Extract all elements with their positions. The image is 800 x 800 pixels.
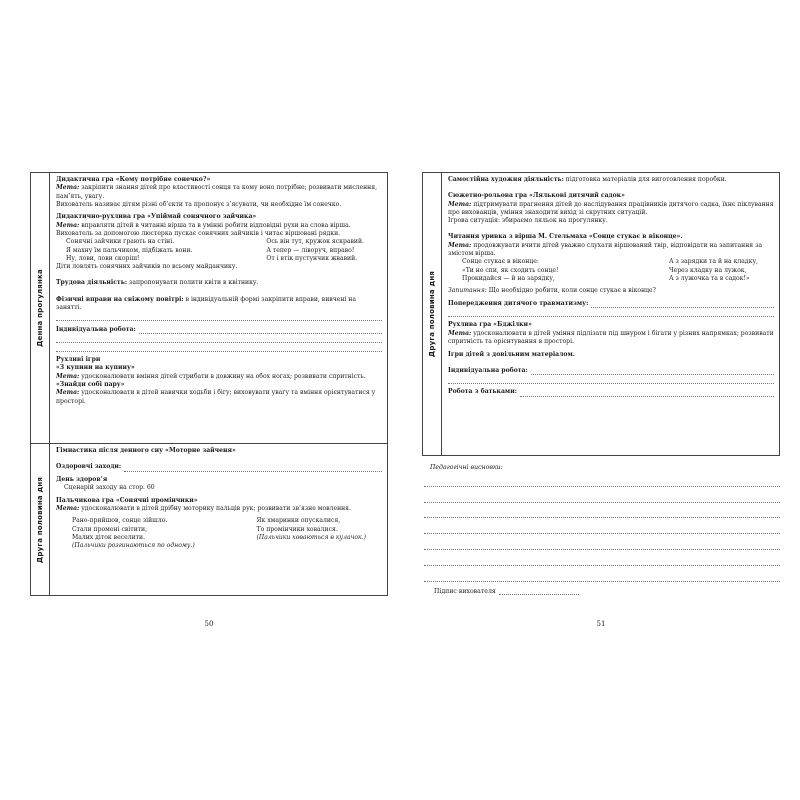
individual-work-field: Індивідуальна робота: <box>56 326 382 334</box>
afternoon-side-header-right: Друга половина дня <box>423 173 442 455</box>
parents-work-field: Робота з батьками: <box>448 388 774 396</box>
reading-goal: Мета: продовжувати вчити дітей уважно слухати віршований твір, відповідати на запитання за змістом вірша. <box>448 241 763 258</box>
game1-goal: Мета: закріпити знання дітей про властивості сонця та кому воно потрібне; розвивати мислення, пам’ять, увагу. <box>56 184 378 200</box>
reading-title: Читання уривка з вірша М. Стельмаха «Сонце стукає в віконце». <box>448 233 683 241</box>
reading-poem: Сонце стукає в віконце: «Ти не спи, як сходить сонце! Прокидайся — й на зарядку, А з зарядки та й на кладку, Через кладку на лужок, А з лужочка та в садок!» <box>462 258 758 282</box>
game1-title: Дидактична гра «Кому потрібне сонечко?» <box>56 176 211 183</box>
game1-text: Вихователь називає дітям різні об’єкти та пропонує з’ясувати, чи необхідне їм сонечко. <box>56 200 342 208</box>
scenario-ref: Сценарій заходу на стор. 60 <box>64 484 155 492</box>
active-game1-goal: Мета: удосконалювати вміння дітей стрибати в довжину на обох ногах; розвивати спритність. <box>56 372 366 380</box>
injury-prevention-field: Попередження дитячого травматизму: <box>448 300 774 308</box>
active-game-goal: Мета: удосконалювати в дітей уміння підлізати під шнуром і бігати у різних напрямках; розвивати спритність та орієнтування в просторі. <box>448 329 774 346</box>
art-activity: Самостійна художня діяльність: підготовка матеріалів для виготовлення поробки. <box>448 176 727 183</box>
active-game2-title: «Знайди собі пару» <box>56 380 125 388</box>
game2-title: Дидактично-рухлива гра «Упіймай сонячного зайчика» <box>56 213 257 221</box>
page-number-left: 50 <box>204 620 214 628</box>
active-games-title: Рухливі ігри <box>56 356 101 364</box>
teacher-signature-field: Підпис вихователя <box>424 588 780 595</box>
finger-game-goal: Мета: удосконалювати в дітей дрібну моторику пальців рук; розвивати зв’язне мовлення. <box>56 504 351 512</box>
gym-title: Гімнастика після денного сну «Моторне зайченя» <box>56 447 236 454</box>
physical-exercise: Фізичні вправи на свіжому повітрі: в індивідуальній формі закріпити вправи, вивчені на занятті. <box>56 295 356 312</box>
role-game-goal: Мета: підтримувати прагнення дітей до наслідування працівників дитячого садка, їхнє піклування про вихованців, уміння знаходити вихід зі скрутних ситуацій. <box>448 200 774 216</box>
afternoon-section-right <box>422 172 780 456</box>
afternoon-side-header: Друга половина дня <box>31 444 50 595</box>
active-game1-title: «З купини на купину» <box>56 364 135 372</box>
game2-text: Вихователь за допомогою люстерка пускає сонячних зайчиків і читає віршовані рядки. <box>56 229 341 237</box>
walk-content <box>50 173 387 443</box>
health-day: День здоров’я <box>56 475 108 483</box>
active-game-title: Рухлива гра «Бджілки» <box>448 321 532 329</box>
pedagogical-conclusions <box>424 464 780 595</box>
health-measures-field: Оздоровчі заходи: <box>56 463 382 471</box>
book-spread <box>30 172 774 632</box>
page-number-right: 51 <box>596 620 606 628</box>
game2-poem: Сонячні зайчики грають на стіні. Я махну їм пальчиком, підбіжать вони. Ну, лови, лови скоріш! Ось він тут, кружок яскравий. А тепер — ліворуч, вправо! От і втік пустунчик жвавий. <box>66 238 364 262</box>
reading-question: Запитання: Що необхідно робити, коли сонце стукає в віконце? <box>448 287 656 295</box>
free-play: Ігри дітей з довільним матеріалом. <box>448 350 575 358</box>
active-game2-goal: Мета: удосконалювати в дітей навички ходьби і бігу; виховувати увагу та вміння орієнтуватися у просторі. <box>56 389 376 405</box>
role-game-title: Сюжетно-рольова гра «Лялькові дитячий садок» <box>448 192 625 200</box>
game2-after: Діти ловлять сонячних зайчиків по всьому майданчику. <box>56 263 238 271</box>
game2-goal: Мета: вправляти дітей в читанні вірша та в умінні робити відповідні рухи на слова вірша. <box>56 221 351 229</box>
labor-activity: Трудова діяльність: запропонувати полити квіти в квітнику. <box>56 279 259 287</box>
walk-side-header: Денна прогулянка <box>31 173 50 443</box>
physical-blank-line <box>56 312 382 321</box>
afternoon-content <box>50 444 387 595</box>
finger-poem: Рано-прийшов, сонце зійшло. Стали промені світити, Малих діток веселити. (Пальчики розгинаються по одному.) Як хмаринки опускалися, То промінчики ховалися. (Пальчики ховаються в кулачок.) <box>72 517 366 550</box>
afternoon-content-right <box>442 173 779 455</box>
conclusions-label: Педагогічні висновки: <box>430 464 503 471</box>
walk-section <box>30 172 388 444</box>
finger-game-title: Пальчикова гра «Сонячні промінчики» <box>56 496 198 504</box>
role-game-situation: Ігрова ситуація: збираємо ляльок на прогулянку. <box>448 217 608 225</box>
individual-work-field-right: Індивідуальна робота: <box>448 367 774 375</box>
afternoon-section <box>30 443 388 596</box>
